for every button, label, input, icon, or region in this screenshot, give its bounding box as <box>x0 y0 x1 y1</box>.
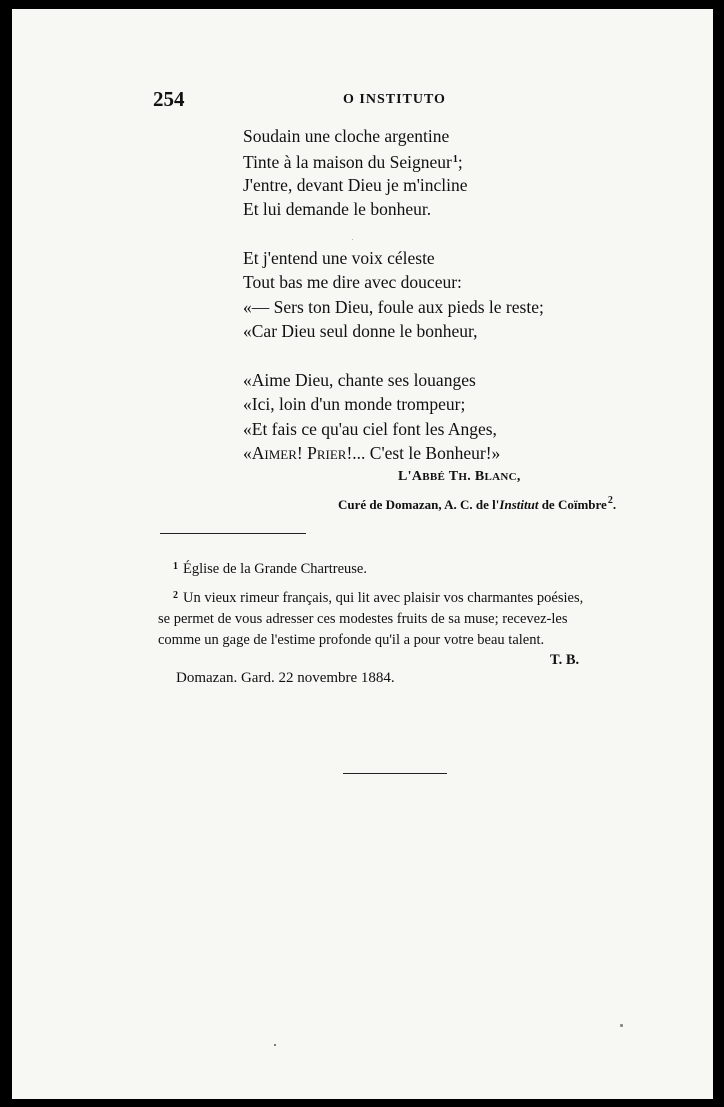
sig-part: LANC <box>484 471 517 483</box>
verse-text: !... C'est le Bonheur!» <box>346 442 501 463</box>
footnote-ref-1: 1 <box>452 154 458 166</box>
footnote-text: Église de la Grande Chartreuse. <box>183 561 367 577</box>
affil-text: . <box>612 497 617 512</box>
verse-line: J'entre, devant Dieu je m'incline <box>243 174 468 195</box>
verse-line: Soudain une cloche argentine <box>243 126 450 146</box>
verse-line <box>243 441 500 465</box>
smallcaps-rest: IMER <box>264 446 297 462</box>
paper-speck <box>352 239 353 240</box>
verse-line: Et lui demande le bonheur. <box>243 198 432 219</box>
verse-line: «— Sers ton Dieu, foule aux pieds le reste; <box>243 296 544 317</box>
verse-quote: « <box>243 442 252 463</box>
verse-line: «Et fais ce qu'au ciel font les Anges, <box>243 418 497 439</box>
verse-line: «Aime Dieu, chante ses louanges <box>243 370 476 390</box>
verse-text: Tinte à la maison du Seigneur <box>243 152 452 173</box>
verse-line: Et j'entend une voix céleste <box>243 248 435 268</box>
affil-italic: Institut <box>499 497 539 512</box>
verse-line <box>243 148 468 172</box>
smallcaps-initial: P <box>307 442 317 463</box>
smallcaps-rest: RIER <box>316 446 347 462</box>
sig-part: , <box>516 469 521 484</box>
dateline: Domazan. Gard. 22 novembre 1884. <box>176 670 395 686</box>
footnote-mark: 1 <box>173 561 178 572</box>
footnote-ref-2: 2 <box>607 495 613 506</box>
footnote-line: se permet de vous adresser ces modestes fruits de sa muse; recevez-les <box>158 611 568 627</box>
end-rule <box>343 773 447 774</box>
verse-line: «Car Dieu seul donne le bonheur, <box>243 320 478 341</box>
verse-punct: ; <box>457 152 463 173</box>
author-signature <box>398 469 521 485</box>
sig-part: . B <box>467 469 485 484</box>
verse-line: «Ici, loin d'un monde trompeur; <box>243 394 466 415</box>
footnote-divider <box>160 533 306 534</box>
sig-part: L' <box>398 469 412 484</box>
sig-part: T <box>445 469 459 484</box>
affil-text: de Coïmbre <box>538 497 607 512</box>
smallcaps-initial: A <box>251 442 265 463</box>
footnote-text: Un vieux rimeur français, qui lit avec plaisir vos charmantes poésies, <box>183 590 584 606</box>
book-page <box>12 9 713 1099</box>
footnote-signature: T. B. <box>550 652 580 668</box>
poem-stanza-1 <box>243 124 468 221</box>
footnote-line: comme un gage de l'estime profonde qu'il a pour votre beau talent. <box>158 632 545 648</box>
paper-speck <box>620 1024 623 1027</box>
running-title: O INSTITUTO <box>343 92 446 107</box>
footnote-mark: 2 <box>173 590 178 601</box>
page-number: 254 <box>153 87 185 111</box>
poem-stanza-3 <box>243 368 500 465</box>
verse-punct: ! <box>296 442 308 463</box>
verse-line: Tout bas me dire avec douceur: <box>243 272 462 293</box>
footnote-1 <box>173 561 367 578</box>
sig-part: BBÉ <box>422 471 446 483</box>
poem-stanza-2 <box>243 246 544 343</box>
author-affiliation <box>338 495 616 513</box>
sig-part: A <box>411 469 423 484</box>
affil-text: Curé de Domazan, A. C. de l' <box>338 497 500 512</box>
sig-part: H <box>458 471 468 483</box>
footnote-line <box>158 585 648 609</box>
paper-speck <box>274 1044 276 1046</box>
footnote-2 <box>158 585 648 651</box>
